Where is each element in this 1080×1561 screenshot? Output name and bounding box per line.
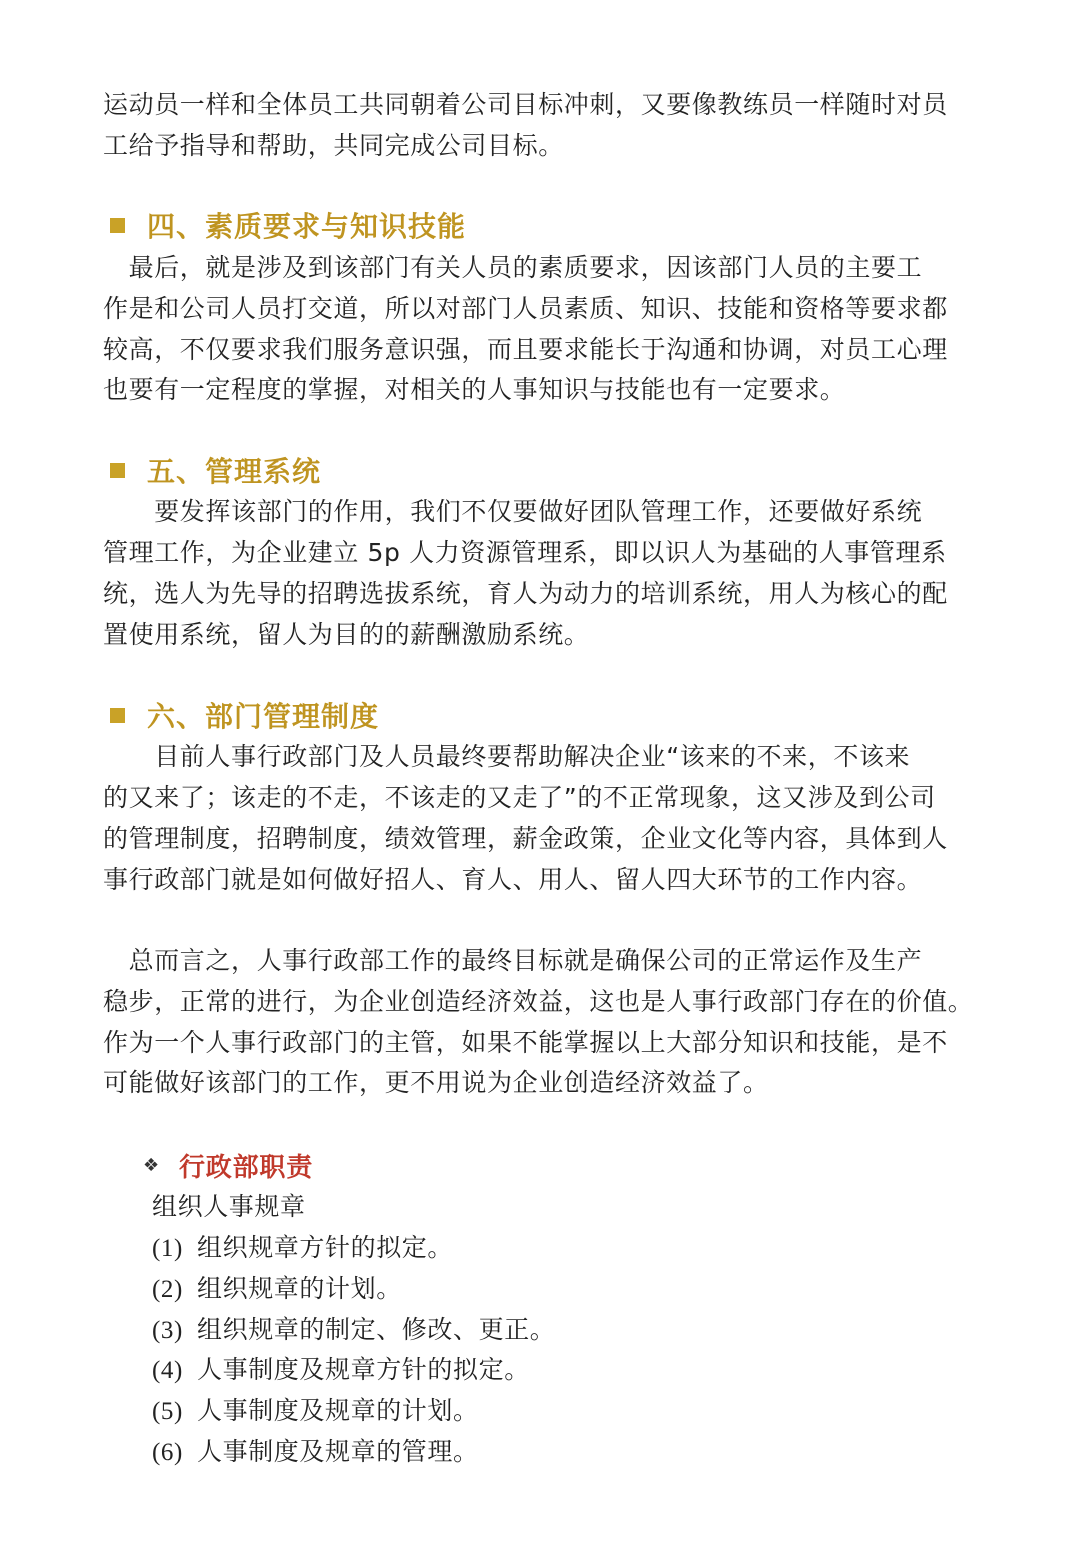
- section-5-line-1: 要发挥该部门的作用，我们不仅要做好团队管理工作，还要做好系统: [103, 497, 923, 526]
- section-5-line-2: 管理工作，为企业建立 5p 人力资源管理系，即以识人为基础的人事管理系: [103, 538, 947, 567]
- section-4-line-1: 最后，就是涉及到该部门有关人员的素质要求，因该部门人员的主要工: [103, 253, 923, 282]
- duties-title: 行政部职责: [179, 1152, 314, 1183]
- intro-line-1: 运动员一样和全体员工共同朝着公司目标冲刺，又要像教练员一样随时对员: [103, 90, 948, 119]
- section-6-line-2: 的又来了；该走的不走，不该走的又走了”的不正常现象，这又涉及到公司: [103, 783, 936, 812]
- list-item-number: (2): [152, 1276, 183, 1303]
- section-6-line-1: 目前人事行政部门及人员最终要帮助解决企业“该来的不来，不该来: [103, 742, 911, 771]
- diamond-bullet-icon: ❖: [143, 1154, 160, 1176]
- summary-line-2: 稳步，正常的进行，为企业创造经济效益，这也是人事行政部门存在的价值。: [103, 987, 974, 1016]
- list-item-number: (3): [152, 1317, 183, 1344]
- list-item-text: 组织规章的计划。: [197, 1274, 402, 1303]
- list-item: [152, 1310, 555, 1351]
- list-item: [152, 1269, 402, 1310]
- section-6-heading: [103, 695, 379, 735]
- list-item: [152, 1228, 453, 1269]
- section-4-line-4: 也要有一定程度的掌握，对相关的人事知识与技能也有一定要求。: [103, 375, 846, 404]
- section-4-line-3: 较高，不仅要求我们服务意识强，而且要求能长于沟通和协调，对员工心理: [103, 335, 948, 364]
- intro-line-2: 工给予指导和帮助，共同完成公司目标。: [103, 131, 564, 160]
- section-6-line-4: 事行政部门就是如何做好招人、育人、用人、留人四大环节的工作内容。: [103, 865, 923, 894]
- list-item-number: (1): [152, 1235, 183, 1262]
- section-5-line-3: 统，选人为先导的招聘选拔系统，育人为动力的培训系统，用人为核心的配: [103, 579, 948, 608]
- section-4-heading: [103, 205, 466, 245]
- section-5-heading: [103, 450, 321, 490]
- section-6-line-3: 的管理制度，招聘制度，绩效管理，薪金政策，企业文化等内容，具体到人: [103, 824, 948, 853]
- summary-line-1: 总而言之，人事行政部工作的最终目标就是确保公司的正常运作及生产: [103, 946, 923, 975]
- summary-line-4: 可能做好该部门的工作，更不用说为企业创造经济效益了。: [103, 1068, 769, 1097]
- list-item: [152, 1391, 479, 1432]
- section-4-line-2: 作是和公司人员打交道，所以对部门人员素质、知识、技能和资格等要求都: [103, 294, 948, 323]
- square-bullet-icon: [110, 708, 125, 723]
- duties-subtitle: 组织人事规章: [152, 1192, 306, 1221]
- square-bullet-icon: [110, 463, 125, 478]
- list-item: [152, 1350, 530, 1391]
- section-4-title: 四、素质要求与知识技能: [147, 210, 467, 243]
- section-5-title: 五、管理系统: [147, 455, 322, 488]
- list-item-number: (4): [152, 1357, 183, 1384]
- list-item-text: 人事制度及规章的计划。: [197, 1396, 479, 1425]
- list-item-number: (5): [152, 1398, 183, 1425]
- section-6-title: 六、部门管理制度: [147, 700, 380, 733]
- duties-heading: [143, 1145, 313, 1185]
- list-item-number: (6): [152, 1439, 183, 1466]
- list-item-text: 组织规章的制定、修改、更正。: [197, 1315, 556, 1344]
- list-item: [152, 1432, 479, 1473]
- list-item-text: 人事制度及规章方针的拟定。: [197, 1355, 530, 1384]
- summary-line-3: 作为一个人事行政部门的主管，如果不能掌握以上大部分知识和技能，是不: [103, 1028, 948, 1057]
- list-item-text: 人事制度及规章的管理。: [197, 1437, 479, 1466]
- list-item-text: 组织规章方针的拟定。: [197, 1233, 454, 1262]
- square-bullet-icon: [110, 218, 125, 233]
- section-5-line-4: 置使用系统，留人为目的的薪酬激励系统。: [103, 620, 590, 649]
